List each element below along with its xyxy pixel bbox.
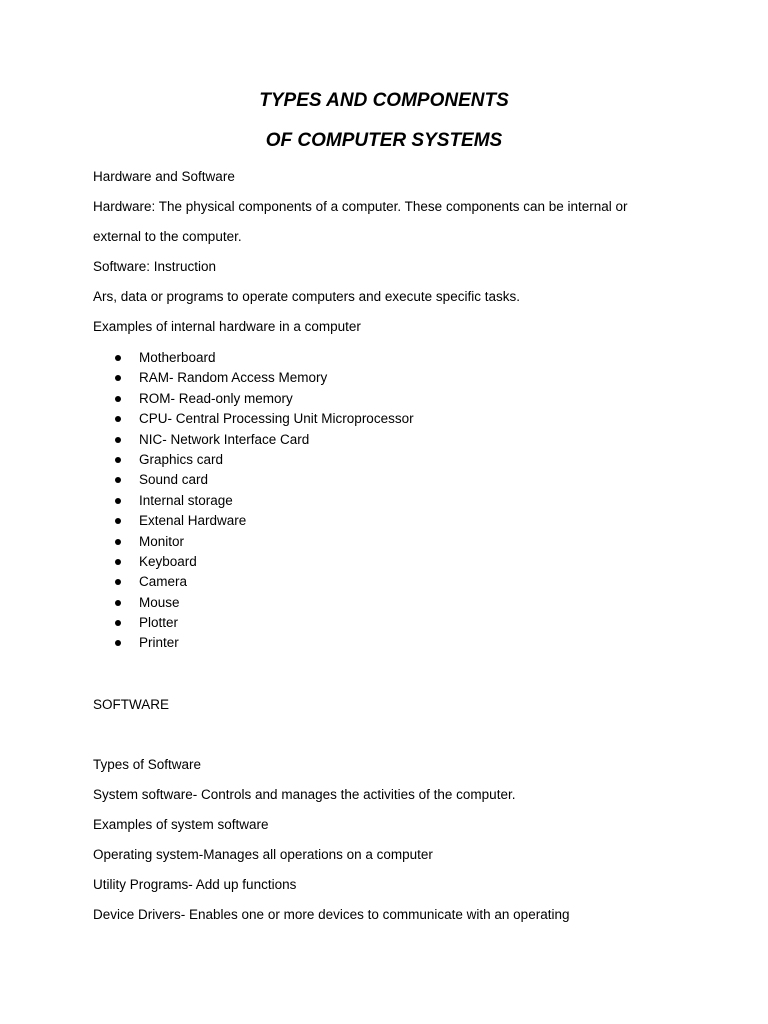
- bullet-icon: [115, 620, 121, 626]
- bullet-icon: [115, 416, 121, 422]
- list-item-text: Motherboard: [139, 350, 216, 365]
- list-item-text: Extenal Hardware: [139, 513, 247, 529]
- title-line-2: OF COMPUTER SYSTEMS: [265, 130, 503, 151]
- paragraph-device-drivers: Device Drivers- Enables one or more devices to communicate with an operating: [93, 907, 570, 922]
- list-item-text: Plotter: [139, 615, 179, 631]
- paragraph-system-software-examples: Examples of system software: [93, 817, 269, 832]
- bullet-icon: [115, 375, 121, 381]
- bullet-icon: [115, 518, 121, 524]
- software-heading: SOFTWARE: [93, 697, 169, 712]
- paragraph-hardware-definition-cont: external to the computer.: [93, 229, 242, 244]
- list-item-text: Keyboard: [139, 553, 197, 569]
- bullet-icon: [115, 457, 121, 463]
- bullet-icon: [115, 355, 121, 361]
- bullet-icon: [115, 437, 121, 443]
- paragraph-system-software: System software- Controls and manages the activities of the computer.: [93, 787, 516, 802]
- paragraph-internal-hardware-intro: Examples of internal hardware in a computer: [93, 319, 361, 334]
- list-item-text: Printer: [139, 635, 179, 651]
- bullet-icon: [115, 559, 121, 565]
- bullet-icon: [115, 600, 121, 606]
- list-item-text: Internal storage: [139, 492, 233, 508]
- paragraph-hardware-and-software: Hardware and Software: [93, 169, 235, 184]
- paragraph-hardware-definition: Hardware: The physical components of a computer. These components can be internal or: [93, 199, 628, 214]
- bullet-icon: [115, 396, 121, 402]
- bullet-icon: [115, 640, 121, 646]
- paragraph-software-definition: Software: Instruction: [93, 259, 217, 274]
- list-item-text: Mouse: [139, 594, 180, 610]
- list-item-text: NIC- Network Interface Card: [139, 431, 310, 447]
- bullet-icon: [115, 498, 121, 504]
- list-item-text: Graphics card: [139, 451, 224, 467]
- list-item-text: RAM- Random Access Memory: [139, 370, 328, 386]
- list-item-text: Monitor: [139, 533, 185, 549]
- title-line-1: TYPES AND COMPONENTS: [259, 90, 509, 111]
- paragraph-software-definition-cont: Ars, data or programs to operate computers and execute specific tasks.: [93, 289, 520, 304]
- list-item-text: CPU- Central Processing Unit Microprocessor: [139, 411, 414, 427]
- bullet-icon: [115, 477, 121, 483]
- paragraph-utility-programs: Utility Programs- Add up functions: [93, 877, 297, 892]
- list-item-text: ROM- Read-only memory: [139, 390, 293, 406]
- paragraph-types-of-software: Types of Software: [93, 757, 202, 772]
- list-item-text: Camera: [139, 574, 188, 590]
- paragraph-operating-system: Operating system-Manages all operations on a computer: [93, 847, 433, 862]
- list-item-text: Sound card: [139, 472, 209, 488]
- bullet-icon: [115, 579, 121, 585]
- bullet-icon: [115, 539, 121, 545]
